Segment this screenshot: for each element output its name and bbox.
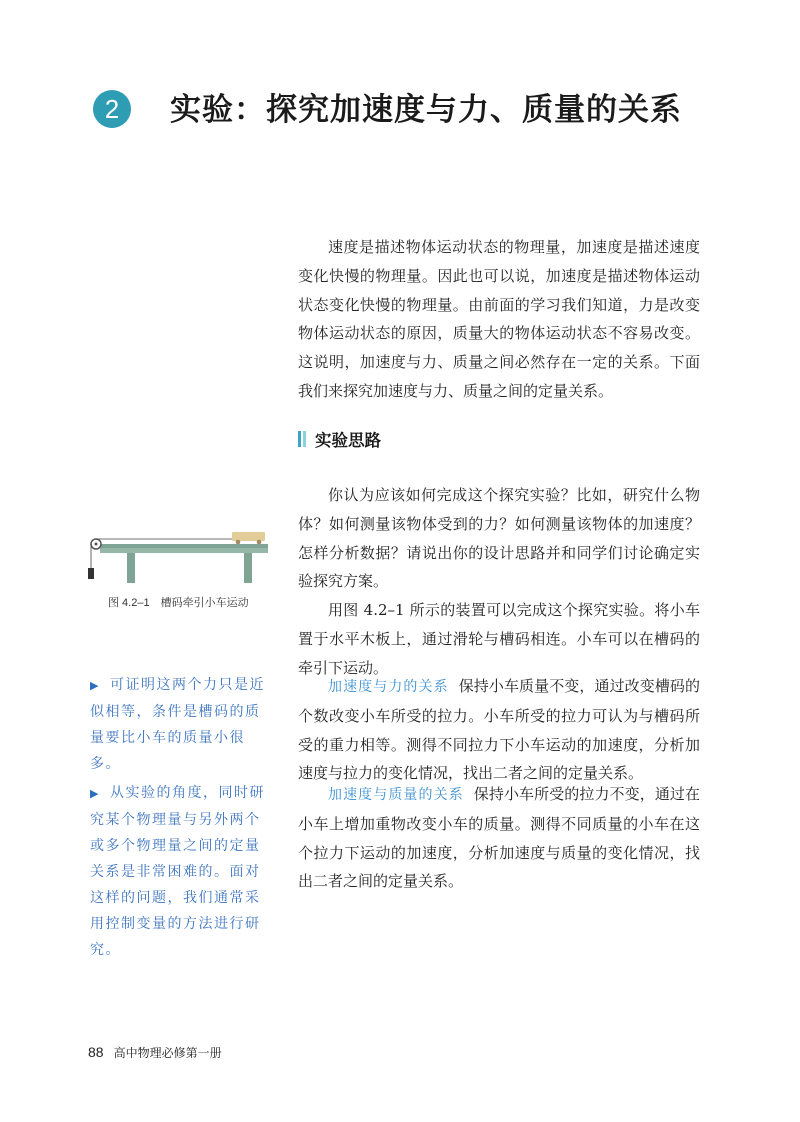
cart-wheel-left bbox=[236, 540, 241, 545]
paragraph-mass-text: 保持小车所受的拉力不变，通过在小车上增加重物改变小车的质量。测得不同质量的小车在这个拉力下运动的加速度，分析加速度与质量的变化情况，找出二者之间的定量关系。 bbox=[298, 785, 700, 891]
paragraph-setup: 用图 4.2–1 所示的装置可以完成这个探究实验。将小车置于水平木板上，通过滑轮与槽码相连。小车可以在槽码的牵引下运动。 bbox=[298, 601, 700, 677]
cart-body bbox=[232, 532, 265, 541]
hanging-weight bbox=[88, 568, 94, 579]
figure-caption: 图 4.2–1 槽码牵引小车运动 bbox=[108, 597, 249, 609]
paragraph-force bbox=[298, 672, 700, 788]
inline-heading-force: 加速度与力的关系 bbox=[328, 679, 449, 695]
side-note-1 bbox=[90, 672, 275, 777]
heading-bar-light-icon bbox=[303, 431, 306, 447]
cart-pulley-figure bbox=[82, 522, 272, 592]
page-title: 实验：探究加速度与力、质量的关系 bbox=[170, 92, 682, 128]
paragraph-design: 你认为应该如何完成这个探究实验？比如，研究什么物体？如何测量该物体受到的力？如何测量该物体的加速度？怎样分析数据？请说出你的设计思路并和同学们讨论确定实验探究方案。 bbox=[298, 486, 700, 591]
section-heading bbox=[298, 427, 381, 451]
section-title: 实验思路 bbox=[315, 432, 381, 450]
book-title: 高中物理必修第一册 bbox=[113, 1046, 222, 1060]
paragraph-mass bbox=[298, 780, 700, 896]
side-note-1-text: 可证明这两个力只是近似相等，条件是槽码的质量要比小车的质量小很多。 bbox=[90, 677, 265, 772]
cart-wheel-right bbox=[257, 540, 262, 545]
side-note-2-text: 从实验的角度，同时研究某个物理量与另外两个或多个物理量之间的定量关系是非常困难的。面对这样的问题，我们通常采用控制变量的方法进行研究。 bbox=[90, 785, 265, 958]
heading-bar-icon bbox=[298, 431, 301, 447]
side-note-2 bbox=[90, 780, 275, 963]
triangle-marker-icon: ▶ bbox=[90, 679, 100, 692]
triangle-marker-icon: ▶ bbox=[90, 787, 100, 800]
board-face bbox=[100, 548, 268, 553]
section-number-badge: 2 bbox=[93, 90, 131, 128]
table-leg-left bbox=[127, 553, 135, 583]
paragraph-force-text: 保持小车质量不变，通过改变槽码的个数改变小车所受的拉力。小车所受的拉力可认为与槽码所受的重力相等。测得不同拉力下小车运动的加速度，分析加速度与拉力的变化情况，找出二者之间的定量关系。 bbox=[298, 677, 700, 783]
page-number: 88 bbox=[88, 1044, 104, 1060]
board-top bbox=[96, 544, 268, 548]
intro-paragraph: 速度是描述物体运动状态的物理量，加速度是描述速度变化快慢的物理量。因此也可以说，加速度是描述物体运动状态变化快慢的物理量。由前面的学习我们知道，力是改变物体运动状态的原因，质量大的物体运动状态不容易改变。这说明，加速度与力、质量之间必然存在一定的关系。下面我们来探究加速度与力、质量之间的定量关系。 bbox=[298, 238, 700, 400]
pulley-hub-icon bbox=[95, 543, 98, 546]
page-footer bbox=[88, 1044, 222, 1061]
table-leg-right bbox=[244, 553, 252, 583]
inline-heading-mass: 加速度与质量的关系 bbox=[328, 787, 464, 803]
